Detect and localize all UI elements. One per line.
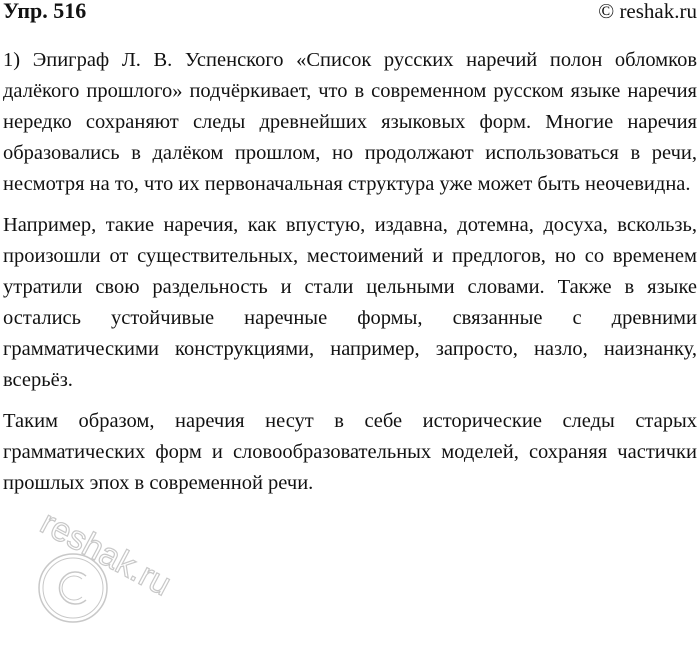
watermark-text: reshak.ru (34, 503, 178, 604)
copyright-label: © reshak.ru (598, 0, 697, 23)
copyright-circle-icon (18, 488, 178, 638)
paragraph-examples: Например, такие наречия, как впустую, издавна, дотемна, досуха, вскользь, произошли от существительных, местоимений и предлогов, но со временем утратили свою раздельность и стали цельными словами. Также в языке остались устойчивые наречные формы, связанные с древними грамматическими конструкциями, например, запросто, назло, наизнанку, всерьёз. (3, 214, 697, 391)
reshak-watermark (18, 488, 178, 638)
paragraph-conclusion: Таким образом, наречия несут в себе исторические следы старых грамматических форм и словообразовательных моделей, сохраняя частички прошлых эпох в современной речи. (3, 410, 697, 494)
answer-body (3, 45, 697, 509)
exercise-title: Упр. 516 (3, 0, 87, 23)
page-header (0, 0, 700, 30)
paragraph-epigraph: 1) Эпиграф Л. В. Успенского «Список русских наречий полон обломков далёкого прошлого» подчёркивает, что в современном русском языке наречия нередко сохраняют следы древнейших языковых форм. Многие наречия образовались в далёком прошлом, но продолжают использоваться в речи, несмотря на то, что их первоначальная структура уже может быть неочевидна. (3, 49, 697, 195)
